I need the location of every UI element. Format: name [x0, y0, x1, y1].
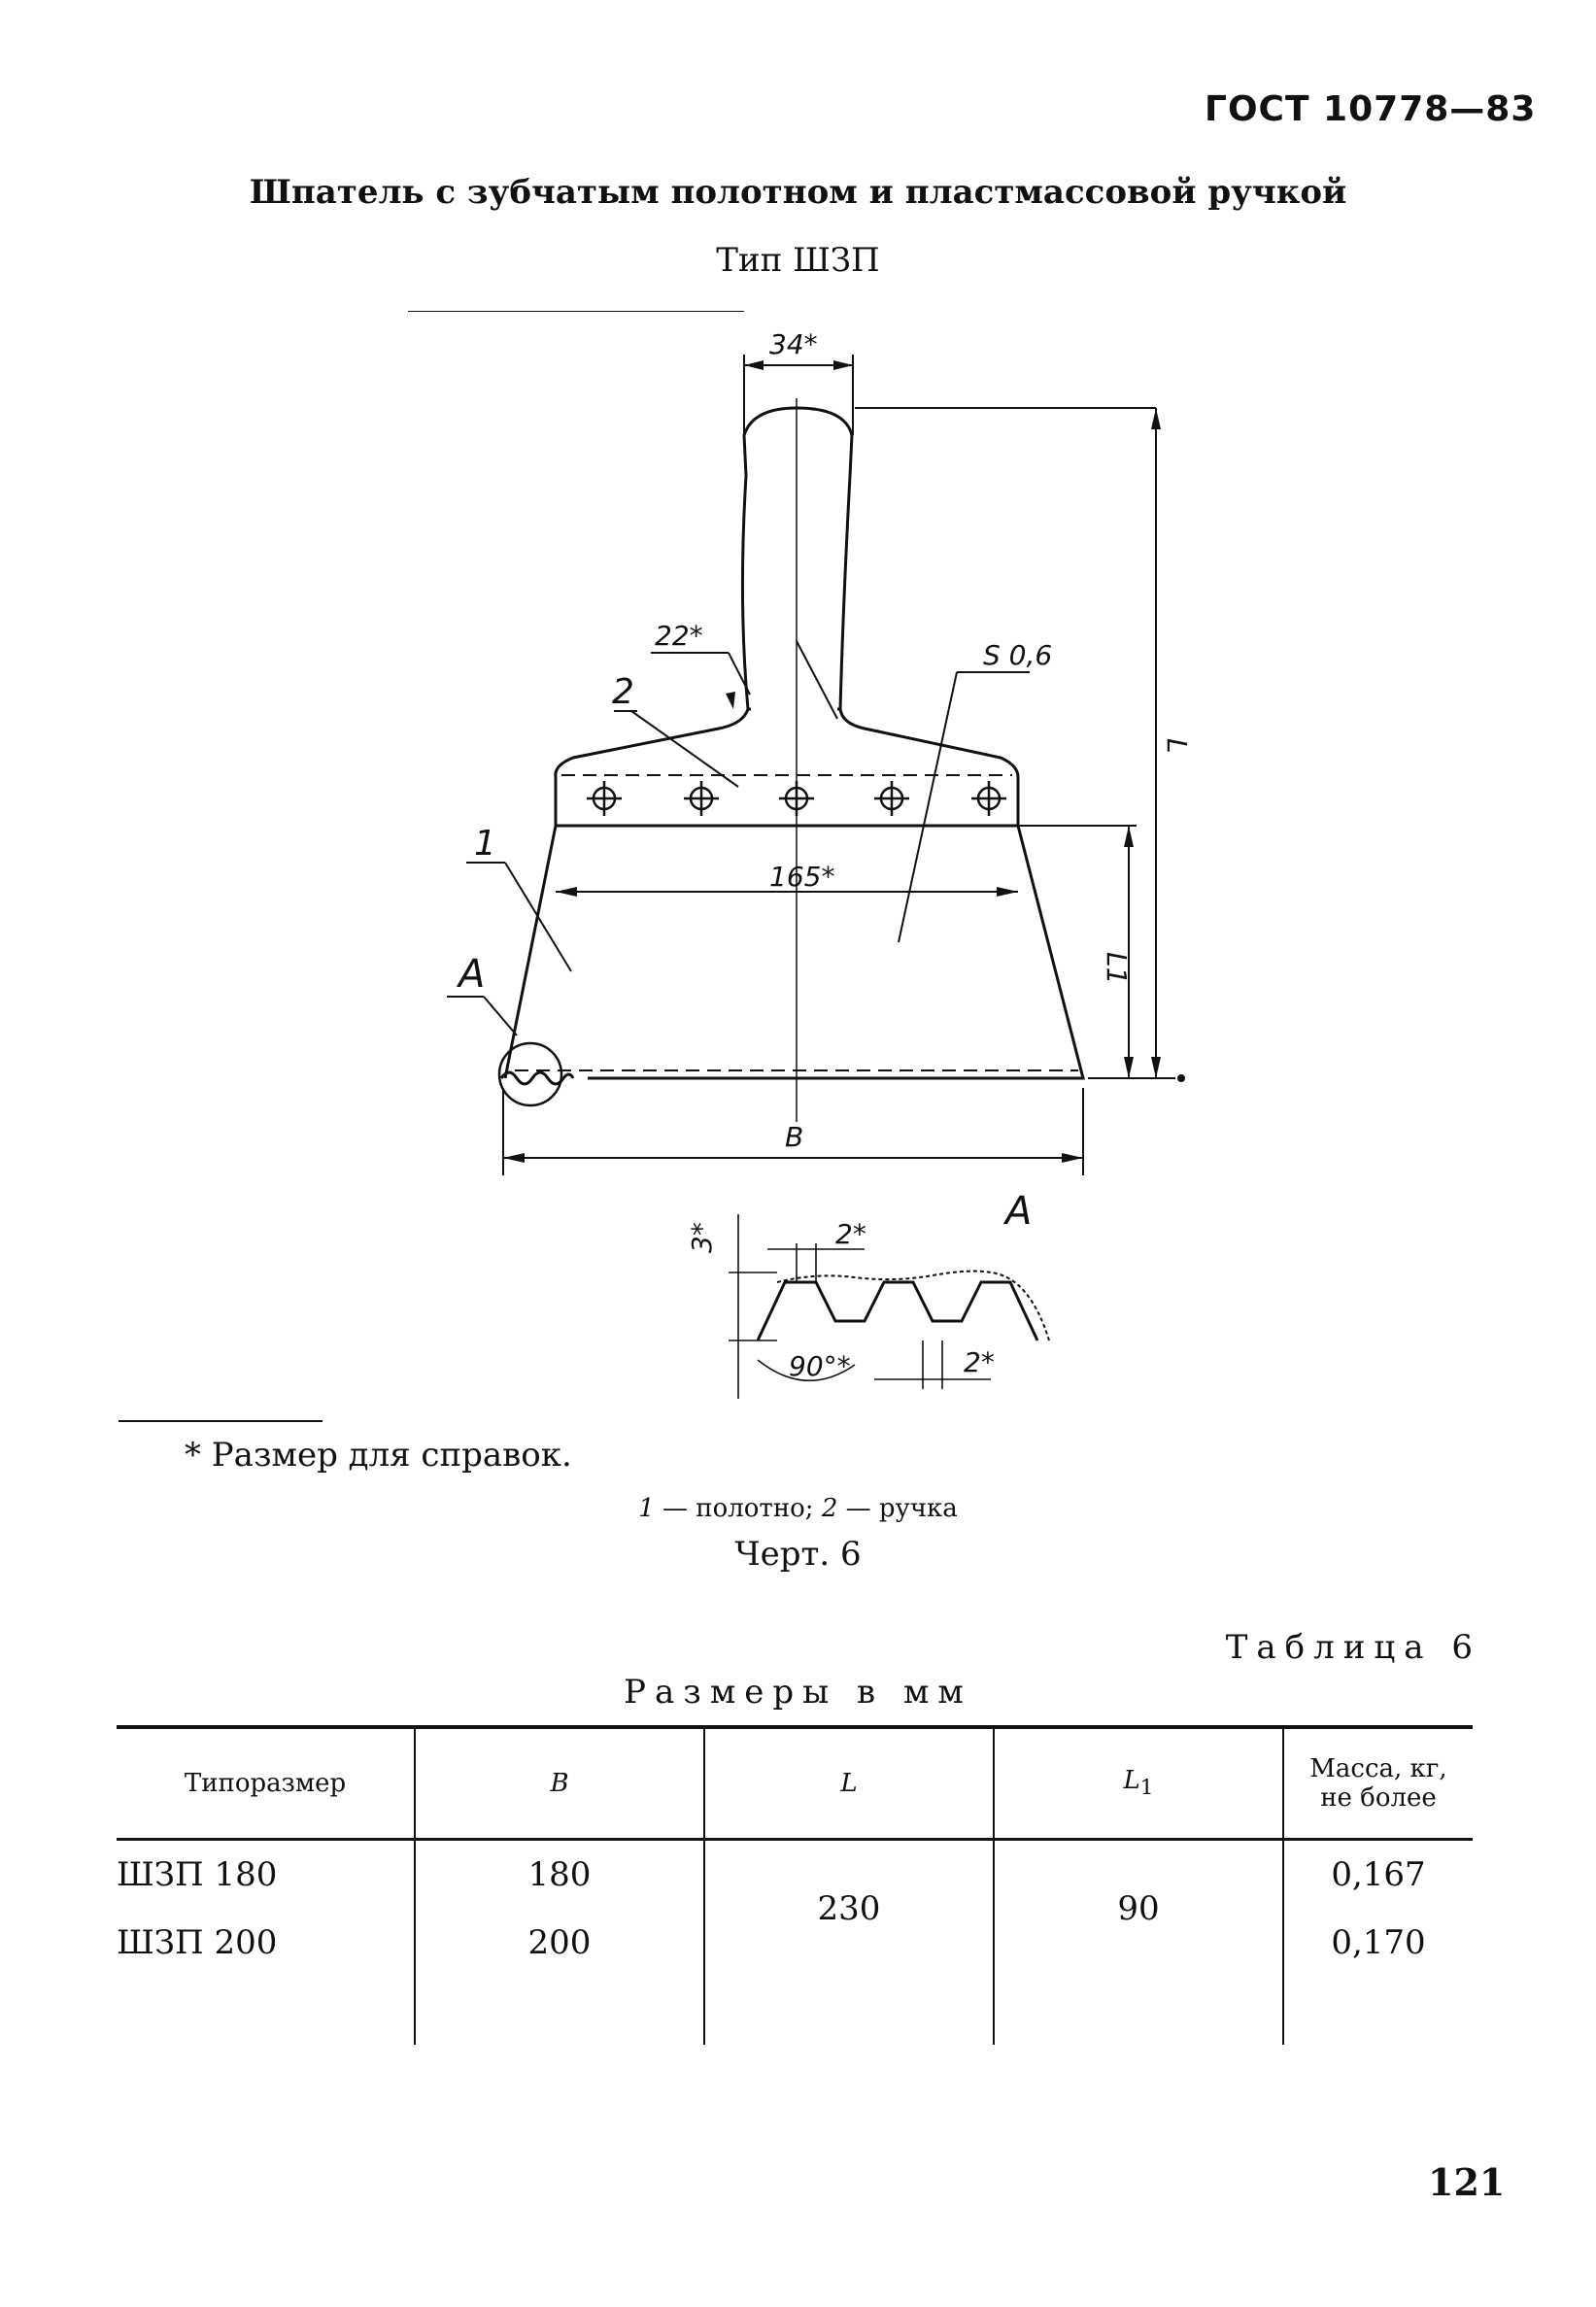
- drawing-legend: [0, 1494, 1596, 1523]
- dim-length-l1: L1: [1101, 952, 1133, 985]
- footnote-rule: [119, 1420, 323, 1422]
- legend-text-2: — ручка: [837, 1494, 958, 1523]
- dimensions-table: [117, 1725, 1473, 2045]
- cell-l1-shared: 90: [994, 1840, 1283, 1978]
- handle-flare: [556, 709, 1018, 826]
- col-header-mass-line2: не более: [1320, 1783, 1437, 1813]
- footnote: * Размер для справок.: [185, 1436, 572, 1475]
- col-header-l1: [994, 1727, 1283, 1840]
- col-header-b: B: [415, 1727, 704, 1840]
- cell-mass: 0,170: [1283, 1909, 1473, 1977]
- cell-size: ШЗП 200: [117, 1923, 278, 1962]
- standard-number: ГОСТ 10778—83: [1205, 89, 1537, 129]
- cell-b: 200: [415, 1909, 704, 1977]
- dim-length-l: L: [1161, 738, 1193, 754]
- legend-num-2: 2: [821, 1494, 838, 1523]
- col-header-l1-main: L: [1123, 1766, 1140, 1796]
- dim-handle-width: 34*: [769, 328, 818, 360]
- callout-handle: 2: [612, 672, 634, 712]
- table-row: [117, 1840, 1473, 1910]
- page-number: 121: [1428, 2160, 1506, 2204]
- drawing-number: Черт. 6: [734, 1535, 862, 1574]
- dim-thickness: S 0,6: [983, 639, 1053, 671]
- detail-ref: A: [458, 952, 486, 997]
- detail-title: A: [1005, 1189, 1033, 1234]
- cell-mass: 0,167: [1283, 1840, 1473, 1910]
- table-header-row: [117, 1727, 1473, 1840]
- type-label: Тип ШЗП: [716, 241, 880, 280]
- dim-hole-span: 165*: [769, 861, 835, 893]
- dim-neck-width: 22*: [655, 620, 703, 652]
- col-header-l1-sub: 1: [1139, 1776, 1154, 1801]
- dim-tooth-gap: 2*: [964, 1346, 995, 1378]
- table-spacer-row: [117, 1977, 1473, 2045]
- page-title: Шпатель с зубчатым полотном и пластмассовой ручкой: [249, 173, 1347, 212]
- detail-a-teeth: [758, 1282, 1037, 1340]
- table-subtitle: Размеры в мм: [624, 1673, 972, 1712]
- spatula-drawing: [408, 311, 1234, 1408]
- dim-tooth-height: 3*: [686, 1222, 718, 1253]
- cell-b: 180: [415, 1840, 704, 1910]
- legend-num-1: 1: [638, 1494, 655, 1523]
- cell-l-shared: 230: [704, 1840, 994, 1978]
- cell-size: ШЗП 180: [117, 1855, 278, 1894]
- col-header-mass-line1: Масса, кг,: [1309, 1754, 1447, 1783]
- callout-blade: 1: [474, 824, 496, 864]
- legend-text-1: — полотно;: [654, 1494, 822, 1523]
- dim-tooth-tip: 2*: [835, 1218, 866, 1250]
- rivet-holes: [587, 781, 1006, 816]
- col-header-l: L: [704, 1727, 994, 1840]
- dim-tooth-angle: 90°*: [789, 1350, 851, 1382]
- col-header-size: Типоразмер: [117, 1727, 415, 1840]
- table-caption: Таблица 6: [1225, 1628, 1481, 1667]
- col-header-mass: [1283, 1727, 1473, 1840]
- dim-width-b: B: [785, 1121, 804, 1153]
